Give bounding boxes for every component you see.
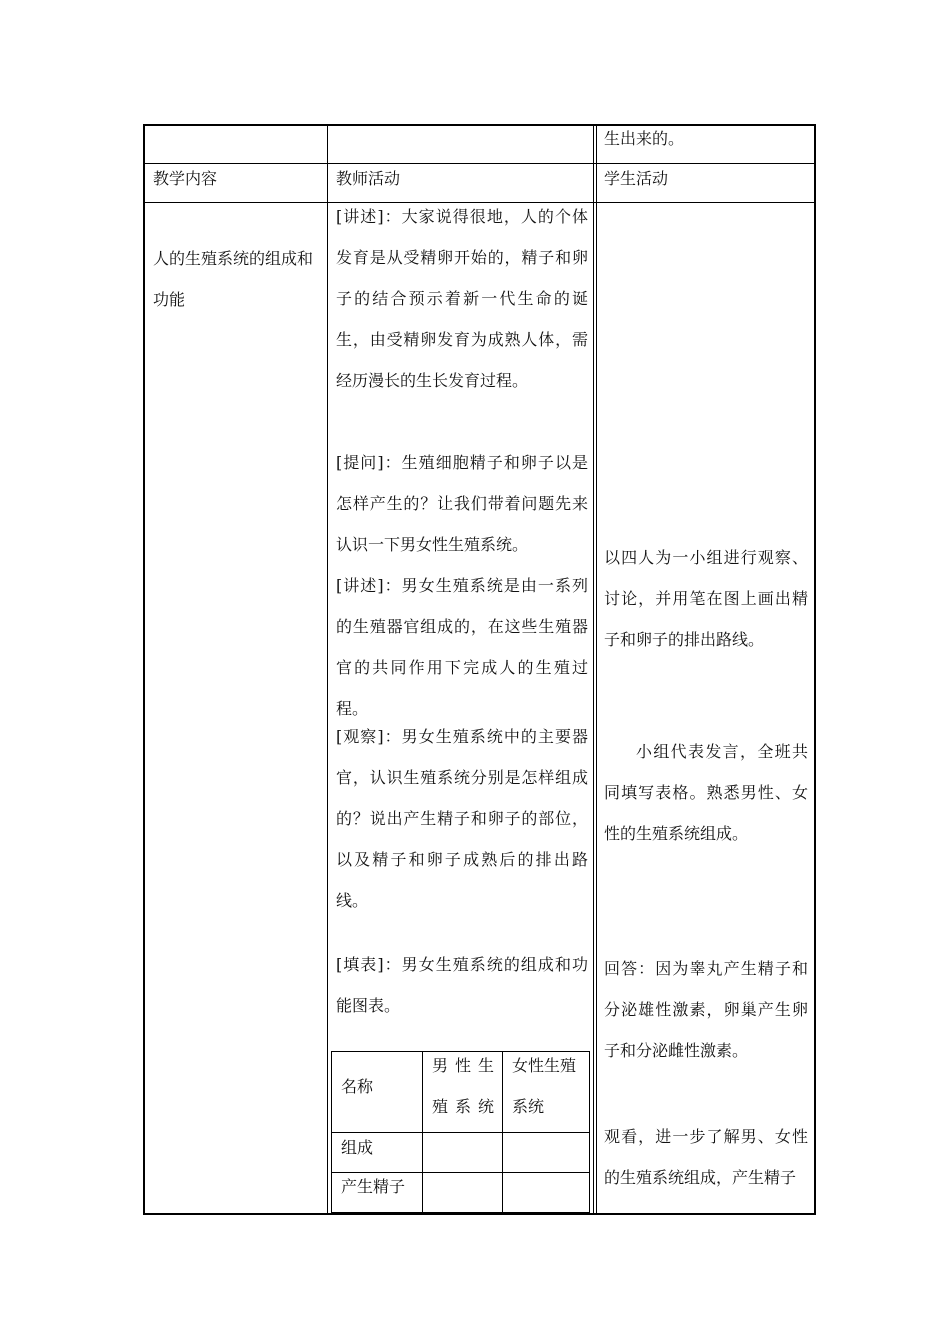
inner-row-composition: 组成 bbox=[341, 1138, 374, 1157]
row-divider bbox=[143, 163, 816, 164]
inner-header-female: 女性生殖系统 bbox=[512, 1056, 577, 1116]
teacher-paragraph-2: [提问]：生殖细胞精子和卵子以是怎样产生的？让我们带着问题先来认识一下男女性生殖系统。 bbox=[336, 453, 588, 554]
teacher-paragraph-5: [填表]：男女生殖系统的组成和功能图表。 bbox=[336, 955, 588, 1015]
teacher-paragraph-4: [观察]：男女生殖系统中的主要器官，认识生殖系统分别是怎样组成的？说出产生精子和卵子的部位，以及精子和卵子成熟后的排出路线。 bbox=[336, 727, 588, 910]
inner-header-male: 男性生殖系统 bbox=[432, 1056, 494, 1116]
header-student-activity: 学生活动 bbox=[604, 169, 669, 188]
student-paragraph-1: 以四人为一小组进行观察、讨论，并用笔在图上画出精子和卵子的排出路线。 bbox=[604, 548, 808, 649]
teaching-topic: 人的生殖系统的组成和功能 bbox=[153, 249, 314, 309]
student-paragraph-4: 观看，进一步了解男、女性的生殖系统组成，产生精子 bbox=[604, 1127, 808, 1187]
student-paragraph-3: 回答：因为睾丸产生精子和分泌雄性激素，卵巢产生卵子和分泌雌性激素。 bbox=[604, 959, 808, 1060]
teacher-paragraph-3: [讲述]：男女生殖系统是由一系列的生殖器官组成的，在这些生殖器官的共同作用下完成人的生殖过程。 bbox=[336, 576, 588, 718]
column-divider bbox=[593, 124, 594, 1215]
inner-header-name: 名称 bbox=[341, 1077, 374, 1096]
student-continuation: 生出来的。 bbox=[604, 129, 685, 148]
teacher-paragraph-1: [讲述]：大家说得很地，人的个体发育是从受精卵开始的，精子和卵子的结合预示着新一代生命的诞生，由受精卵发育为成熟人体，需经历漫长的生长发育过程。 bbox=[336, 207, 588, 390]
column-divider bbox=[596, 124, 597, 1215]
student-paragraph-2: 小组代表发言，全班共同填写表格。熟悉男性、女性的生殖系统组成。 bbox=[604, 742, 808, 843]
header-teaching-content: 教学内容 bbox=[153, 169, 218, 188]
header-teacher-activity: 教师活动 bbox=[336, 169, 401, 188]
column-divider bbox=[327, 124, 328, 1215]
inner-row-sperm: 产生精子 bbox=[341, 1177, 406, 1196]
